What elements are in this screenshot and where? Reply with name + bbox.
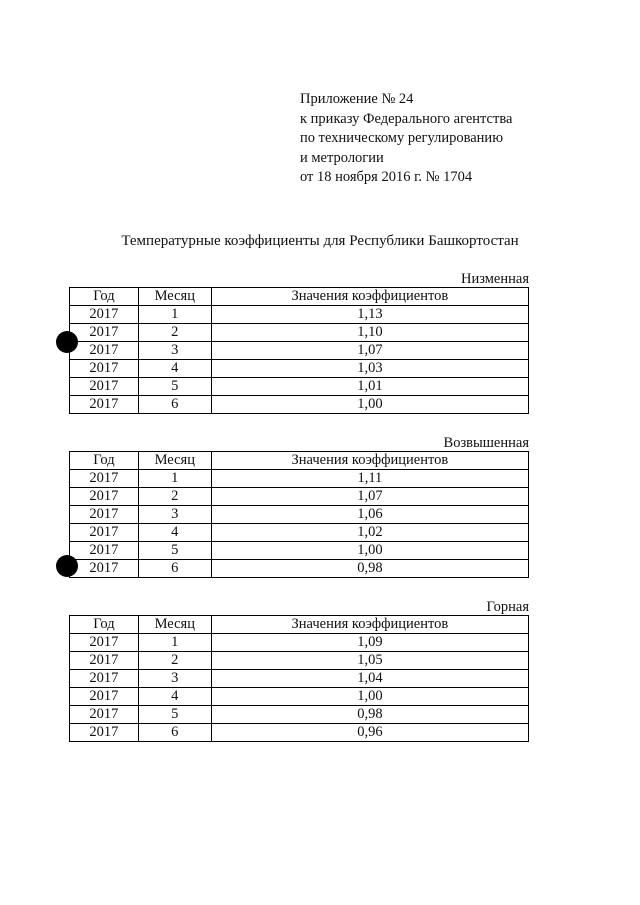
cell-value: 1,06 <box>211 506 528 524</box>
table-header-row <box>70 616 529 634</box>
table-row <box>70 378 529 396</box>
cell-month: 1 <box>138 634 211 652</box>
cell-value: 1,09 <box>211 634 528 652</box>
cell-month: 4 <box>138 688 211 706</box>
cell-value: 1,07 <box>211 488 528 506</box>
cell-year: 2017 <box>70 396 139 414</box>
header-month: Месяц <box>138 616 211 634</box>
punch-hole-mark <box>56 331 78 353</box>
table-row <box>70 360 529 378</box>
cell-value: 1,05 <box>211 652 528 670</box>
cell-year: 2017 <box>70 342 139 360</box>
cell-year: 2017 <box>70 724 139 742</box>
cell-month: 3 <box>138 670 211 688</box>
cell-month: 6 <box>138 560 211 578</box>
cell-value: 1,04 <box>211 670 528 688</box>
table-row <box>70 324 529 342</box>
table-row <box>70 560 529 578</box>
zone-label-upland: Возвышенная <box>443 435 529 451</box>
table-row <box>70 652 529 670</box>
cell-month: 3 <box>138 342 211 360</box>
cell-year: 2017 <box>70 360 139 378</box>
header-month: Месяц <box>138 452 211 470</box>
cell-month: 4 <box>138 360 211 378</box>
cell-month: 2 <box>138 324 211 342</box>
cell-value: 1,13 <box>211 306 528 324</box>
appendix-block <box>300 90 512 188</box>
cell-month: 4 <box>138 524 211 542</box>
cell-year: 2017 <box>70 506 139 524</box>
cell-year: 2017 <box>70 470 139 488</box>
punch-hole-mark <box>56 555 78 577</box>
header-value: Значения коэффициентов <box>211 452 528 470</box>
cell-year: 2017 <box>70 378 139 396</box>
appendix-line: Приложение № 24 <box>300 91 414 107</box>
cell-value: 1,01 <box>211 378 528 396</box>
header-year: Год <box>70 616 139 634</box>
table-row <box>70 524 529 542</box>
appendix-line: по техническому регулированию <box>300 130 504 146</box>
cell-value: 1,07 <box>211 342 528 360</box>
appendix-line: от 18 ноября 2016 г. № 1704 <box>300 169 473 185</box>
table-row <box>70 306 529 324</box>
cell-month: 2 <box>138 488 211 506</box>
table-row <box>70 396 529 414</box>
table-row <box>70 470 529 488</box>
cell-month: 5 <box>138 706 211 724</box>
table-header-row <box>70 288 529 306</box>
cell-year: 2017 <box>70 524 139 542</box>
table-row <box>70 542 529 560</box>
cell-year: 2017 <box>70 688 139 706</box>
cell-year: 2017 <box>70 306 139 324</box>
coefficient-table-lowland <box>69 287 529 414</box>
cell-value: 1,00 <box>211 396 528 414</box>
cell-month: 2 <box>138 652 211 670</box>
table-row <box>70 724 529 742</box>
coefficient-table-upland <box>69 451 529 578</box>
cell-year: 2017 <box>70 634 139 652</box>
header-value: Значения коэффициентов <box>211 616 528 634</box>
appendix-line: к приказу Федерального агентства <box>300 110 513 127</box>
document-title: Температурные коэффициенты для Республики Башкортостан <box>121 233 519 249</box>
cell-month: 6 <box>138 724 211 742</box>
cell-value: 1,00 <box>211 542 528 560</box>
table-row <box>70 706 529 724</box>
table-row <box>70 488 529 506</box>
table-row <box>70 634 529 652</box>
cell-value: 0,98 <box>211 706 528 724</box>
cell-month: 5 <box>138 542 211 560</box>
cell-year: 2017 <box>70 324 139 342</box>
cell-value: 1,10 <box>211 324 528 342</box>
table-row <box>70 688 529 706</box>
header-year: Год <box>70 452 139 470</box>
cell-month: 3 <box>138 506 211 524</box>
cell-month: 1 <box>138 470 211 488</box>
zone-label-mountain: Горная <box>486 599 529 615</box>
cell-month: 5 <box>138 378 211 396</box>
table-row <box>70 506 529 524</box>
cell-year: 2017 <box>70 542 139 560</box>
table-row <box>70 670 529 688</box>
table-header-row <box>70 452 529 470</box>
cell-value: 1,03 <box>211 360 528 378</box>
cell-month: 1 <box>138 306 211 324</box>
appendix-line: и метрологии <box>300 149 384 166</box>
cell-value: 0,96 <box>211 724 528 742</box>
zone-label-lowland: Низменная <box>461 271 529 287</box>
cell-value: 1,00 <box>211 688 528 706</box>
cell-value: 1,02 <box>211 524 528 542</box>
cell-value: 1,11 <box>211 470 528 488</box>
coefficient-table-mountain <box>69 615 529 742</box>
header-year: Год <box>70 288 139 306</box>
cell-month: 6 <box>138 396 211 414</box>
cell-year: 2017 <box>70 560 139 578</box>
cell-value: 0,98 <box>211 560 528 578</box>
header-value: Значения коэффициентов <box>211 288 528 306</box>
cell-year: 2017 <box>70 670 139 688</box>
cell-year: 2017 <box>70 706 139 724</box>
cell-year: 2017 <box>70 488 139 506</box>
header-month: Месяц <box>138 288 211 306</box>
cell-year: 2017 <box>70 652 139 670</box>
table-row <box>70 342 529 360</box>
